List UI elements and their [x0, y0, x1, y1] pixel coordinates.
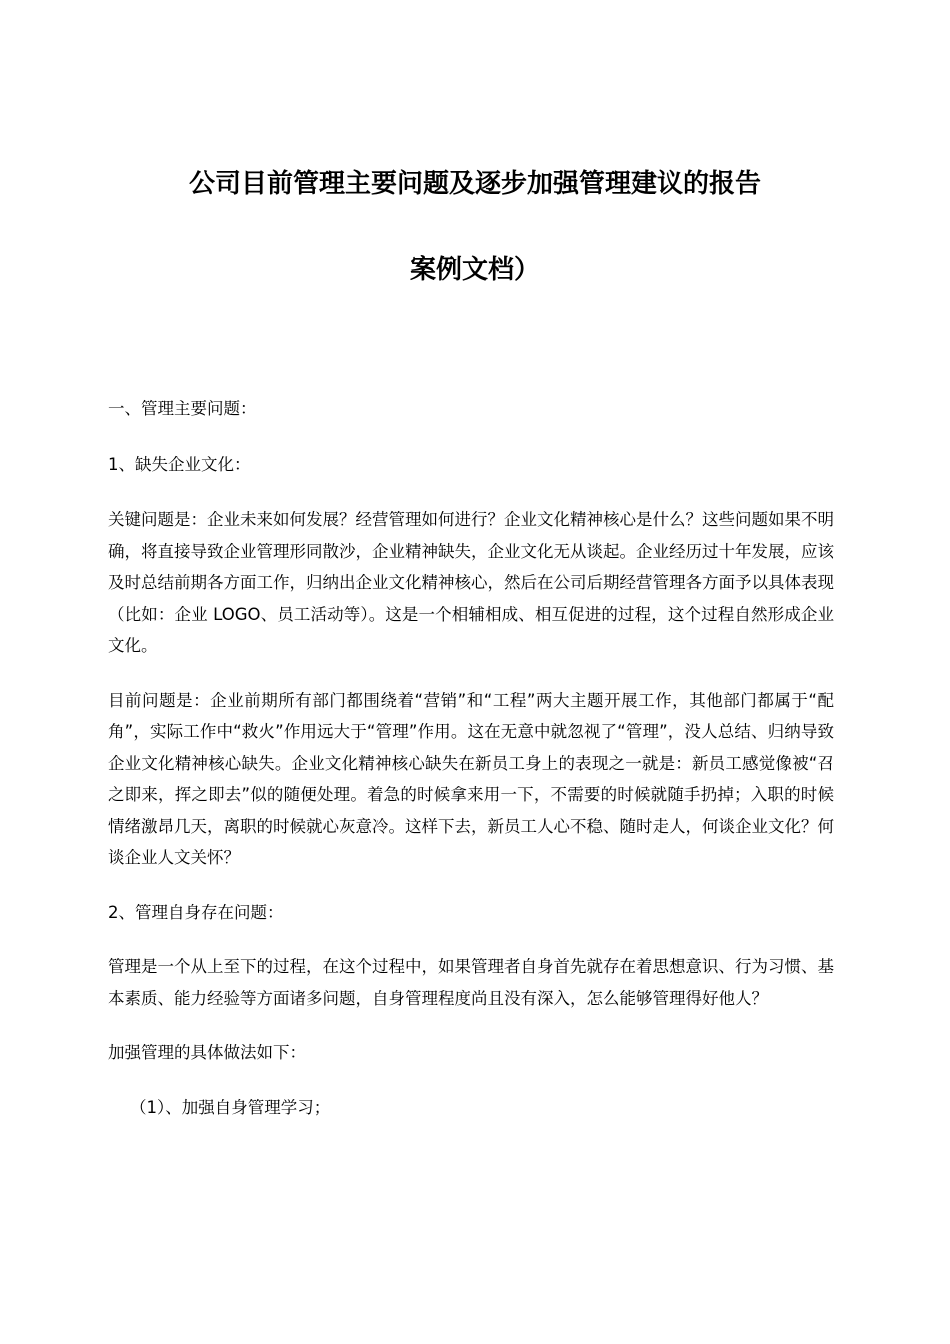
paragraph: 目前问题是：企业前期所有部门都围绕着“营销”和“工程”两大主题开展工作，其他部门都属于“配角”，实际工作中“救火”作用远大于“管理”作用。这在无意中就忽视了“管理”，没人总结、归纳导致企业文化精神核心缺失。企业文化精神核心缺失在新员工身上的表现之一就是：新员工感觉像被“召之即来，挥之即去”似的随便处理。着急的时候拿来用一下，不需要的时候就随手扔掉；入职的时候情绪激昂几天，离职的时候就心灰意冷。这样下去，新员工人心不稳、随时走人，何谈企业文化？何谈企业人文关怀？ [108, 690, 834, 867]
paragraph: 管理是一个从上至下的过程，在这个过程中，如果管理者自身首先就存在着思想意识、行为习惯、基本素质、能力经验等方面诸多问题，自身管理程度尚且没有深入，怎么能够管理得好他人？ [108, 957, 834, 1008]
subsection-heading: 2、管理自身存在问题： [108, 902, 284, 922]
section-heading: 一、管理主要问题： [108, 399, 257, 418]
subsection-heading: 1、缺失企业文化： [108, 454, 251, 474]
document-title: 公司目前管理主要问题及逐步加强管理建议的报告 [188, 169, 761, 199]
document-body [108, 393, 834, 1123]
paragraph: 加强管理的具体做法如下： [108, 1043, 306, 1062]
list-item: （1）、加强自身管理学习； [130, 1097, 331, 1117]
document-title-continued: 案例文档） [409, 255, 540, 285]
paragraph: 关键问题是：企业未来如何发展？经营管理如何进行？企业文化精神核心是什么？这些问题如果不明确，将直接导致企业管理形同散沙，企业精神缺失，企业文化无从谈起。企业经历过十年发展，应该及时总结前期各方面工作，归纳出企业文化精神核心，然后在公司后期经营管理各方面予以具体表现（比如：企业 LOGO、员工活动等）。这是一个相辅相成、相互促进的过程，这个过程自然形成企业文化。 [108, 510, 834, 655]
